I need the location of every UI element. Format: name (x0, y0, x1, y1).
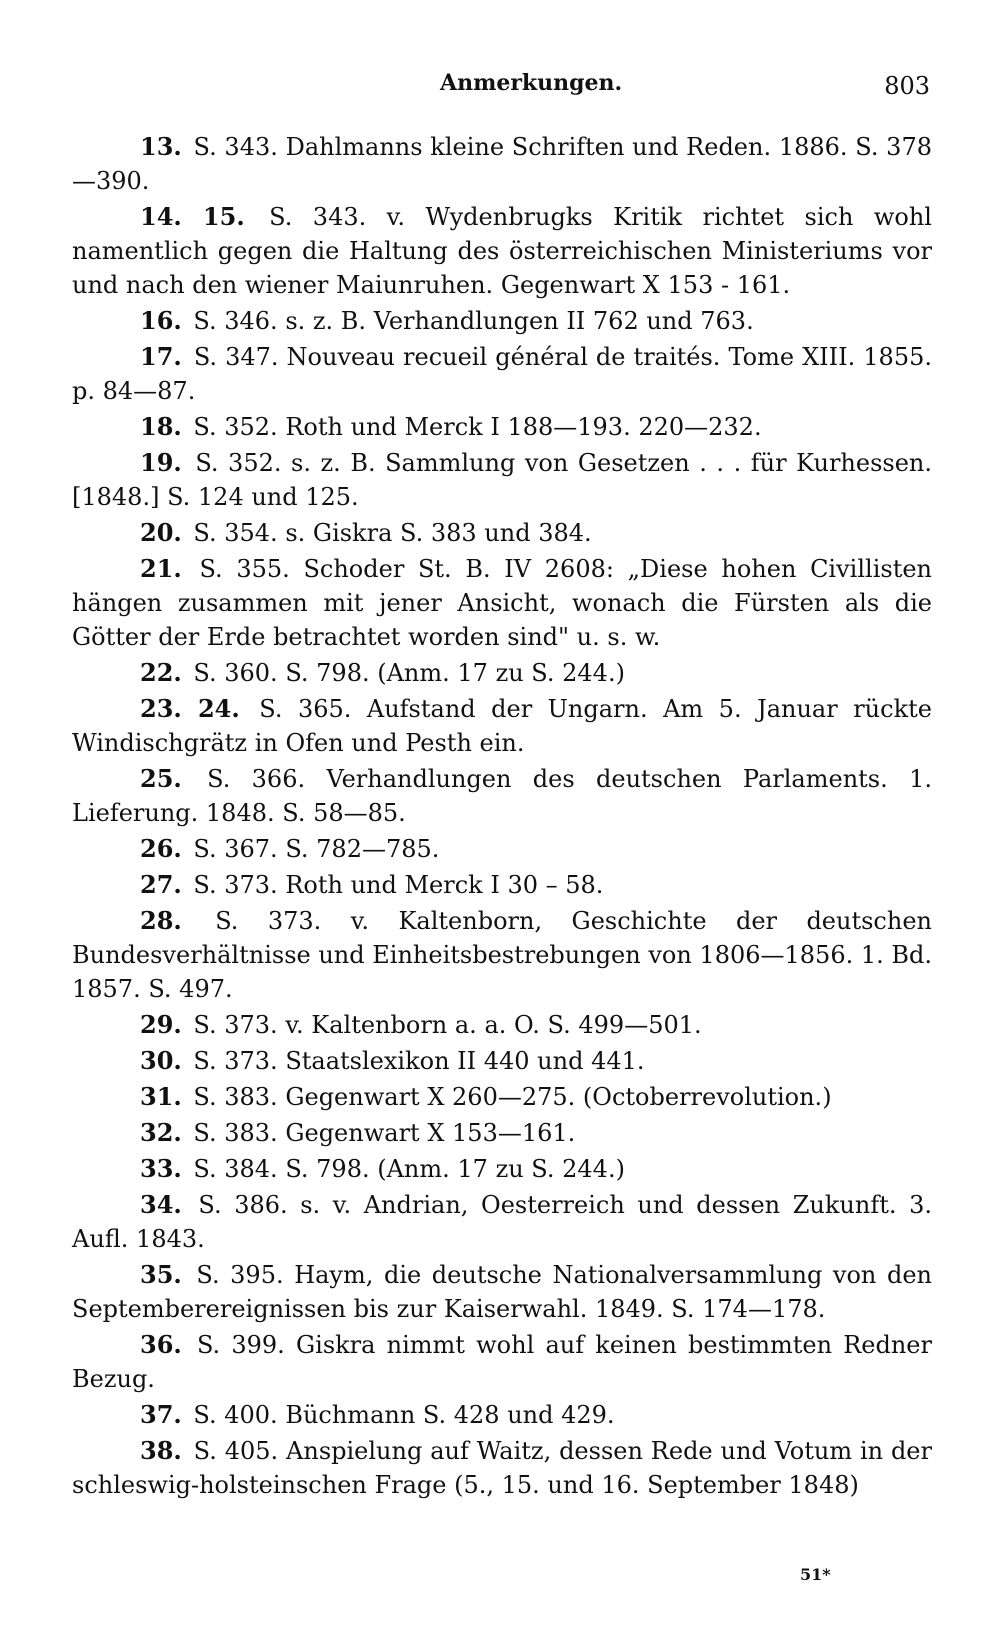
printer-signature: 51* (800, 1565, 831, 1584)
endnote-text: S. 346. s. z. B. Verhandlungen II 762 und 763. (193, 307, 754, 335)
endnote-number: 28. (140, 906, 182, 935)
endnote-text: S. 354. s. Giskra S. 383 und 384. (193, 519, 592, 547)
endnote (72, 1152, 932, 1186)
endnote-number: 14. 15. (140, 202, 245, 231)
endnote-number: 30. (140, 1046, 182, 1075)
endnote-number: 13. (140, 132, 182, 161)
endnote-number: 37. (140, 1400, 182, 1429)
endnote-text: S. 355. Schoder St. B. IV 2608: „Diese hohen Civillisten hängen zusammen mit jener Ansicht, wonach die Fürsten als die Götter der Erde betrachtet worden sind" u. s. w. (72, 555, 932, 651)
endnote (72, 1258, 932, 1326)
endnote-text: S. 360. S. 798. (Anm. 17 zu S. 244.) (193, 659, 625, 687)
endnote (72, 130, 932, 198)
endnote-text: S. 373. v. Kaltenborn, Geschichte der deutschen Bundesverhältnisse und Einheitsbestrebungen von 1806—1856. 1. Bd. 1857. S. 497. (72, 907, 933, 1003)
running-head: Anmerkungen. (440, 70, 623, 96)
endnote-text: S. 383. Gegenwart X 260—275. (Octoberrevolution.) (193, 1083, 832, 1111)
endnote (72, 1328, 932, 1396)
endnote-number: 22. (140, 658, 182, 687)
endnote-text: S. 373. v. Kaltenborn a. a. O. S. 499—501. (193, 1011, 702, 1039)
endnote (72, 1398, 932, 1432)
endnote (72, 868, 932, 902)
endnote (72, 832, 932, 866)
endnote (72, 1188, 932, 1256)
endnote-text: S. 373. Staatslexikon II 440 und 441. (193, 1047, 645, 1075)
endnote-number: 29. (140, 1010, 182, 1039)
endnote (72, 762, 932, 830)
endnote (72, 692, 932, 760)
endnote-number: 21. (140, 554, 182, 583)
endnote-text: S. 347. Nouveau recueil général de traités. Tome XIII. 1855. p. 84—87. (72, 343, 932, 405)
endnote-text: S. 365. Aufstand der Ungarn. Am 5. Januar rückte Windischgrätz in Ofen und Pesth ein. (72, 695, 932, 757)
endnote-number: 17. (140, 342, 182, 371)
endnote-number: 32. (140, 1118, 182, 1147)
endnote-text: S. 367. S. 782—785. (193, 835, 440, 863)
endnote (72, 1080, 932, 1114)
endnote (72, 304, 932, 338)
endnote-text: S. 343. v. Wydenbrugks Kritik richtet sich wohl namentlich gegen die Haltung des österreichischen Ministeriums vor und nach den wiener Maiunruhen. Gegenwart X 153 - 161. (72, 203, 932, 299)
endnote-text: S. 400. Büchmann S. 428 und 429. (193, 1401, 615, 1429)
page-number: 803 (884, 72, 930, 100)
endnote (72, 410, 932, 444)
endnote-text: S. 386. s. v. Andrian, Oesterreich und dessen Zukunft. 3. Aufl. 1843. (72, 1191, 932, 1253)
endnote-number: 38. (140, 1436, 182, 1465)
endnote-number: 19. (140, 448, 182, 477)
endnote-number: 18. (140, 412, 182, 441)
endnotes-list (72, 130, 932, 1504)
endnote-text: S. 405. Anspielung auf Waitz, dessen Rede und Votum in der schleswig-holsteinschen Frage (5., 15. und 16. September 1848) (72, 1437, 932, 1499)
endnote-number: 31. (140, 1082, 182, 1111)
endnote (72, 552, 932, 654)
endnote-text: S. 366. Verhandlungen des deutschen Parlaments. 1. Lieferung. 1848. S. 58—85. (72, 765, 932, 827)
endnote (72, 1434, 932, 1502)
endnote (72, 1008, 932, 1042)
endnote-number: 16. (140, 306, 182, 335)
endnote-text: S. 352. Roth und Merck I 188—193. 220—232. (193, 413, 762, 441)
endnote-number: 34. (140, 1190, 182, 1219)
endnote-text: S. 343. Dahlmanns kleine Schriften und Reden. 1886. S. 378—390. (72, 133, 932, 195)
endnote-text: S. 383. Gegenwart X 153—161. (193, 1119, 576, 1147)
endnote (72, 516, 932, 550)
endnote (72, 340, 932, 408)
endnote (72, 200, 932, 302)
endnote-number: 27. (140, 870, 182, 899)
endnote (72, 904, 932, 1006)
endnote-text: S. 395. Haym, die deutsche Nationalversammlung von den Septemberereignissen bis zur Kaiserwahl. 1849. S. 174—178. (72, 1261, 932, 1323)
endnote-number: 36. (140, 1330, 182, 1359)
endnote (72, 1116, 932, 1150)
endnote-text: S. 352. s. z. B. Sammlung von Gesetzen . . . für Kurhessen. [1848.] S. 124 und 125. (72, 449, 932, 511)
endnote-number: 33. (140, 1154, 182, 1183)
endnote-number: 25. (140, 764, 182, 793)
endnote-text: S. 399. Giskra nimmt wohl auf keinen bestimmten Redner Bezug. (72, 1331, 932, 1393)
endnote-number: 20. (140, 518, 182, 547)
endnote-number: 26. (140, 834, 182, 863)
endnote-text: S. 384. S. 798. (Anm. 17 zu S. 244.) (193, 1155, 625, 1183)
endnote-number: 35. (140, 1260, 182, 1289)
endnote-text: S. 373. Roth und Merck I 30 – 58. (193, 871, 604, 899)
endnote (72, 656, 932, 690)
endnote-number: 23. 24. (140, 694, 240, 723)
endnote (72, 446, 932, 514)
endnote (72, 1044, 932, 1078)
